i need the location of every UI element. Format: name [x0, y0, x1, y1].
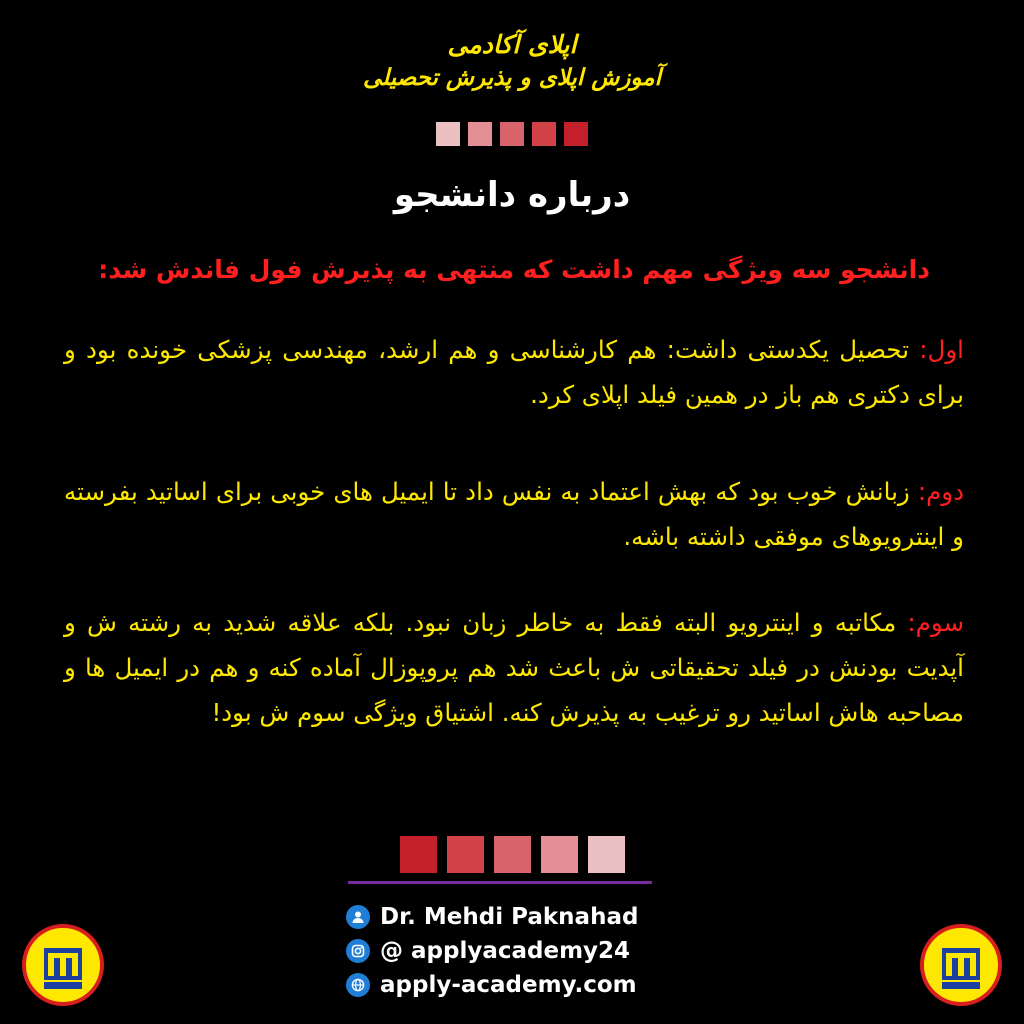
point-text: مکاتبه و اینترویو البته فقط به خاطر زبان نبود. بلکه علاقه شدید به رشته ش و آپدیت بودنش در فیلد تحقیقاتی ش باعث شد هم پروپوزال آماده کنه و هم در ایمیل ها و مصاحبه هاش اساتید رو ترغیب به پذیرش کنه. اشتیاق ویژگی سوم ش بود! [64, 608, 964, 727]
header [0, 30, 1024, 92]
point-text: تحصیل یکدستی داشت: هم کارشناسی و هم ارشد، مهندسی پزشکی خونده بود و برای دکتری هم باز در همین فیلد اپلای کرد. [64, 335, 964, 409]
academy-logo-left [22, 924, 104, 1006]
swatch [468, 122, 492, 146]
swatch [541, 836, 578, 873]
academy-logo-right [920, 924, 1002, 1006]
instagram-icon [346, 939, 370, 963]
intro-text: دانشجو سه ویژگی مهم داشت که منتهی به پذیرش فول فاندش شد: [98, 255, 930, 284]
color-swatches-bottom [0, 836, 1024, 873]
swatch [588, 836, 625, 873]
point-third [64, 600, 964, 735]
person-icon [346, 905, 370, 929]
point-lead: سوم: [907, 608, 964, 637]
point-text: زبانش خوب بود که بهش اعتماد به نفس داد تا ایمیل های خوبی برای اساتید بفرسته و اینترویوهای موفقی داشته باشه. [64, 477, 964, 551]
point-lead: دوم: [917, 477, 964, 506]
contact-website[interactable] [346, 968, 686, 1002]
page-title: درباره دانشجو [393, 175, 631, 215]
color-swatches-top [0, 122, 1024, 146]
brand-name: اپلای آکادمی [447, 30, 577, 59]
swatch [494, 836, 531, 873]
swatch [400, 836, 437, 873]
point-lead: اول: [919, 335, 964, 364]
point-second [64, 469, 964, 559]
globe-icon [346, 973, 370, 997]
contact-text: @ applyacademy24 [380, 938, 631, 964]
contact-text: apply-academy.com [380, 972, 637, 998]
swatch [500, 122, 524, 146]
contact-list [346, 900, 686, 1002]
swatch [436, 122, 460, 146]
contact-text: Dr. Mehdi Paknahad [380, 904, 639, 930]
divider [348, 881, 652, 884]
point-first [64, 327, 964, 417]
swatch [532, 122, 556, 146]
contact-instagram[interactable] [346, 934, 686, 968]
swatch [564, 122, 588, 146]
brand-tagline: آموزش اپلای و پذیرش تحصیلی [363, 64, 661, 91]
contact-name [346, 900, 686, 934]
swatch [447, 836, 484, 873]
